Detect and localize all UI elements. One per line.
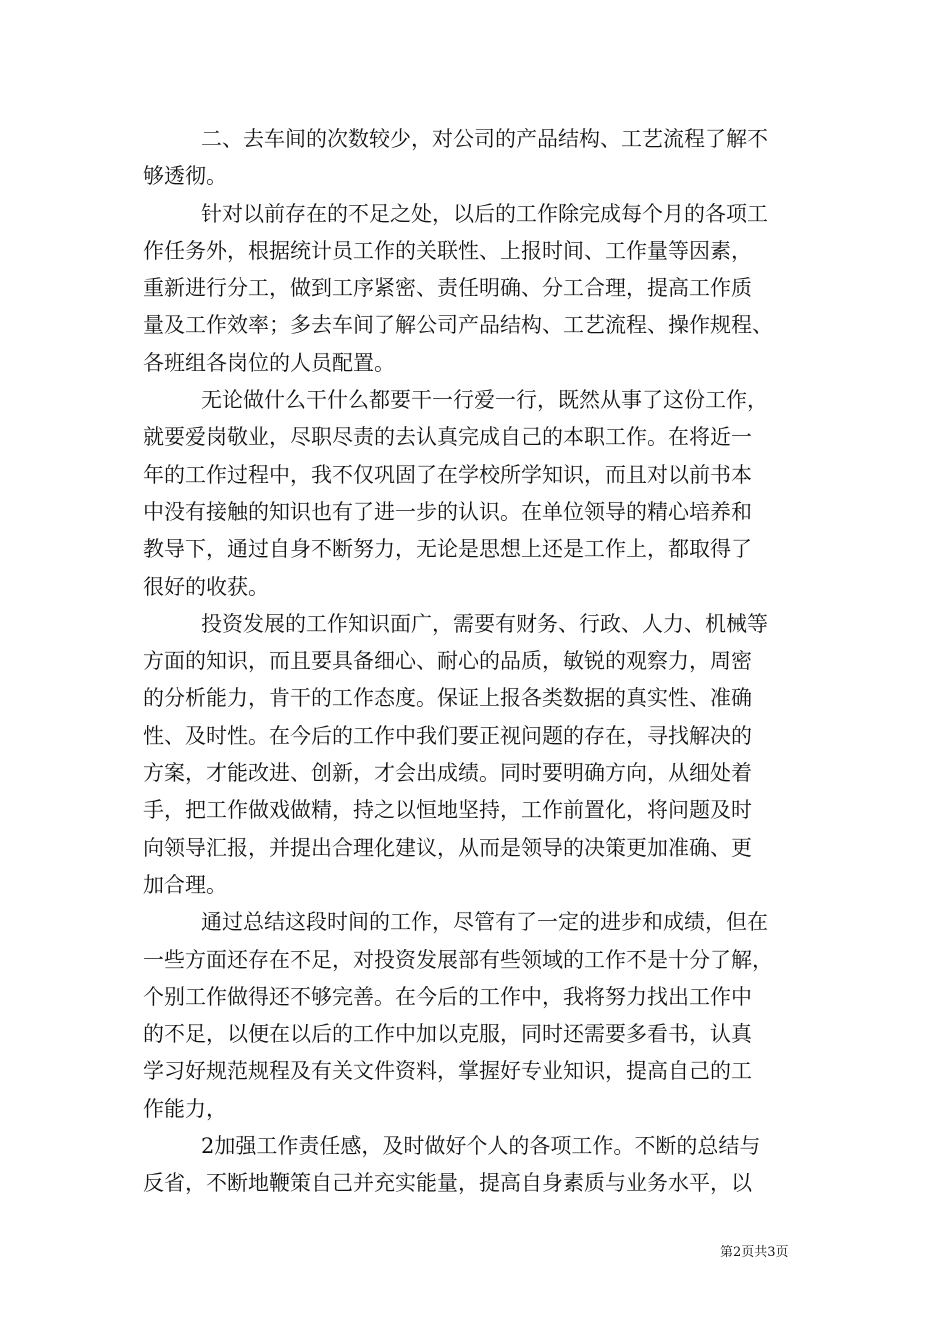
- text-line: 重新进行分工，做到工序紧密、责任明确、分工合理，提高工作质: [143, 276, 752, 301]
- page-number-footer: 第2页共3页: [720, 1245, 789, 1260]
- text-line: 2加强工作责任感，及时做好个人的各项工作。不断的总结与: [201, 1134, 761, 1159]
- text-line: 向领导汇报，并提出合理化建议，从而是领导的决策更加准确、更: [143, 835, 752, 860]
- text-line: 投资发展的工作知识面广，需要有财务、行政、人力、机械等: [201, 611, 768, 636]
- text-line: 通过总结这段时间的工作，尽管有了一定的进步和成绩，但在: [201, 910, 768, 935]
- text-line: 的不足，以便在以后的工作中加以克服，同时还需要多看书，认真: [143, 1022, 752, 1047]
- text-line: 反省，不断地鞭策自己并充实能量，提高自身素质与业务水平，以: [143, 1171, 752, 1196]
- text-line: 就要爱岗敬业，尽职尽责的去认真完成自己的本职工作。在将近一: [143, 425, 752, 450]
- text-line: 各班组各岗位的人员配置。: [143, 350, 395, 375]
- text-line: 中没有接触的知识也有了进一步的认识。在单位领导的精心培养和: [143, 499, 752, 524]
- text-line: 的分析能力，肯干的工作态度。保证上报各类数据的真实性、准确: [143, 686, 752, 711]
- text-line: 量及工作效率；多去车间了解公司产品结构、工艺流程、操作规程、: [143, 313, 773, 338]
- text-line: 很好的收获。: [143, 574, 269, 599]
- text-line: 年的工作过程中，我不仅巩固了在学校所学知识，而且对以前书本: [143, 462, 752, 487]
- document-body: [143, 121, 811, 1203]
- text-line: 一些方面还存在不足，对投资发展部有些领域的工作不是十分了解，: [143, 947, 773, 972]
- text-line: 手，把工作做戏做精，持之以恒地坚持，工作前置化，将问题及时: [143, 798, 752, 823]
- text-line: 方案，才能改进、创新，才会出成绩。同时要明确方向，从细处着: [143, 761, 752, 786]
- text-line: 针对以前存在的不足之处，以后的工作除完成每个月的各项工: [201, 201, 768, 226]
- text-line: 二、去车间的次数较少，对公司的产品结构、工艺流程了解不: [201, 127, 768, 151]
- text-line: 性、及时性。在今后的工作中我们要正视问题的存在，寻找解决的: [143, 723, 752, 748]
- text-line: 作能力，: [143, 1096, 227, 1121]
- text-line: 方面的知识，而且要具备细心、耐心的品质，敏锐的观察力，周密: [143, 649, 752, 674]
- text-line: 加合理。: [143, 872, 227, 897]
- text-line: 无论做什么干什么都要干一行爱一行，既然从事了这份工作，: [201, 388, 768, 413]
- text-line: 学习好规范规程及有关文件资料，掌握好专业知识，提高自己的工: [143, 1059, 752, 1084]
- text-line: 个别工作做得还不够完善。在今后的工作中，我将努力找出工作中: [143, 984, 752, 1009]
- text-line: 作任务外，根据统计员工作的关联性、上报时间、工作量等因素，: [143, 238, 752, 263]
- text-line: 教导下，通过自身不断努力，无论是思想上还是工作上，都取得了: [143, 537, 752, 562]
- text-line: 够透彻。: [143, 164, 227, 189]
